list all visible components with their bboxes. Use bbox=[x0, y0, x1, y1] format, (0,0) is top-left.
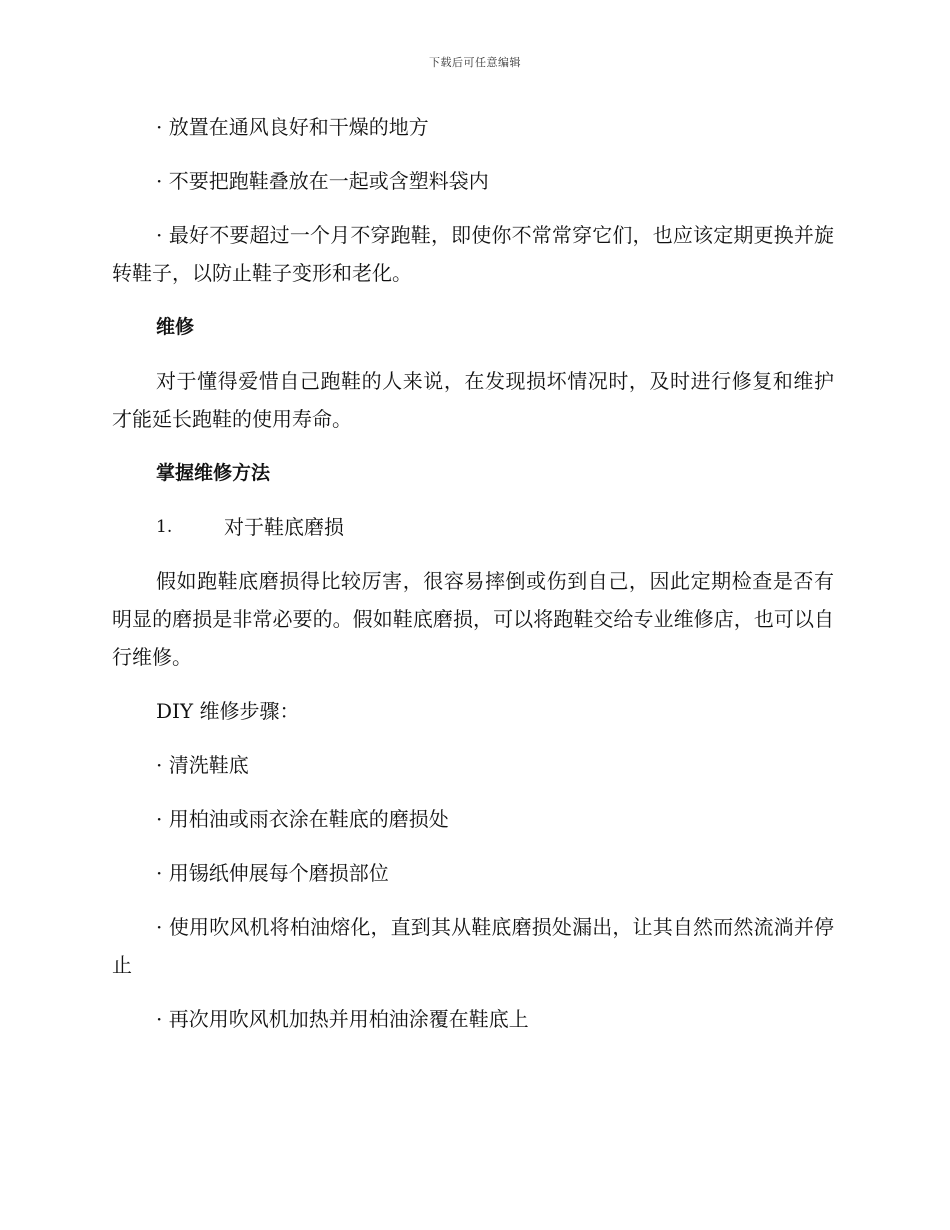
step-clean: · 清洗鞋底 bbox=[156, 753, 249, 777]
step-reheat: · 再次用吹风机加热并用柏油涂覆在鞋底上 bbox=[156, 1007, 529, 1031]
bullet-ventilated: · 放置在通风良好和干燥的地方 bbox=[156, 115, 429, 139]
page-header: 下载后可任意编辑 bbox=[429, 56, 521, 69]
step-foil: · 用锡纸伸展每个磨损部位 bbox=[156, 861, 389, 885]
para-sole-wear: 假如跑鞋底磨损得比较厉害，很容易摔倒或伤到自己，因此定期检查是否有明显的磨损是非常必要的。假如鞋底磨损，可以将跑鞋交给专业维修店，也可以自行维修。 bbox=[112, 569, 834, 669]
para-repair-intro: 对于懂得爱惜自己跑鞋的人来说，在发现损坏情况时，及时进行修复和维护才能延长跑鞋的使用寿命。 bbox=[112, 369, 834, 431]
list-item-1 bbox=[112, 508, 834, 546]
heading-methods: 掌握维修方法 bbox=[156, 462, 271, 484]
page-content bbox=[112, 108, 834, 1038]
step-hairdryer: · 使用吹风机将柏油熔化，直到其从鞋底磨损处漏出，让其自然而然流淌并停止 bbox=[112, 915, 834, 977]
step-tar: · 用柏油或雨衣涂在鞋底的磨损处 bbox=[156, 807, 449, 831]
diy-steps-label: DIY 维修步骤： bbox=[156, 699, 300, 723]
bullet-no-stack: · 不要把跑鞋叠放在一起或含塑料袋内 bbox=[156, 169, 489, 193]
bullet-rotate: · 最好不要超过一个月不穿跑鞋，即使你不常常穿它们，也应该定期更换并旋转鞋子，以防止鞋子变形和老化。 bbox=[112, 223, 834, 285]
list-item-1-text: 对于鞋底磨损 bbox=[224, 515, 344, 539]
heading-repair: 维修 bbox=[156, 316, 195, 338]
list-item-1-number: 1. bbox=[156, 517, 173, 537]
